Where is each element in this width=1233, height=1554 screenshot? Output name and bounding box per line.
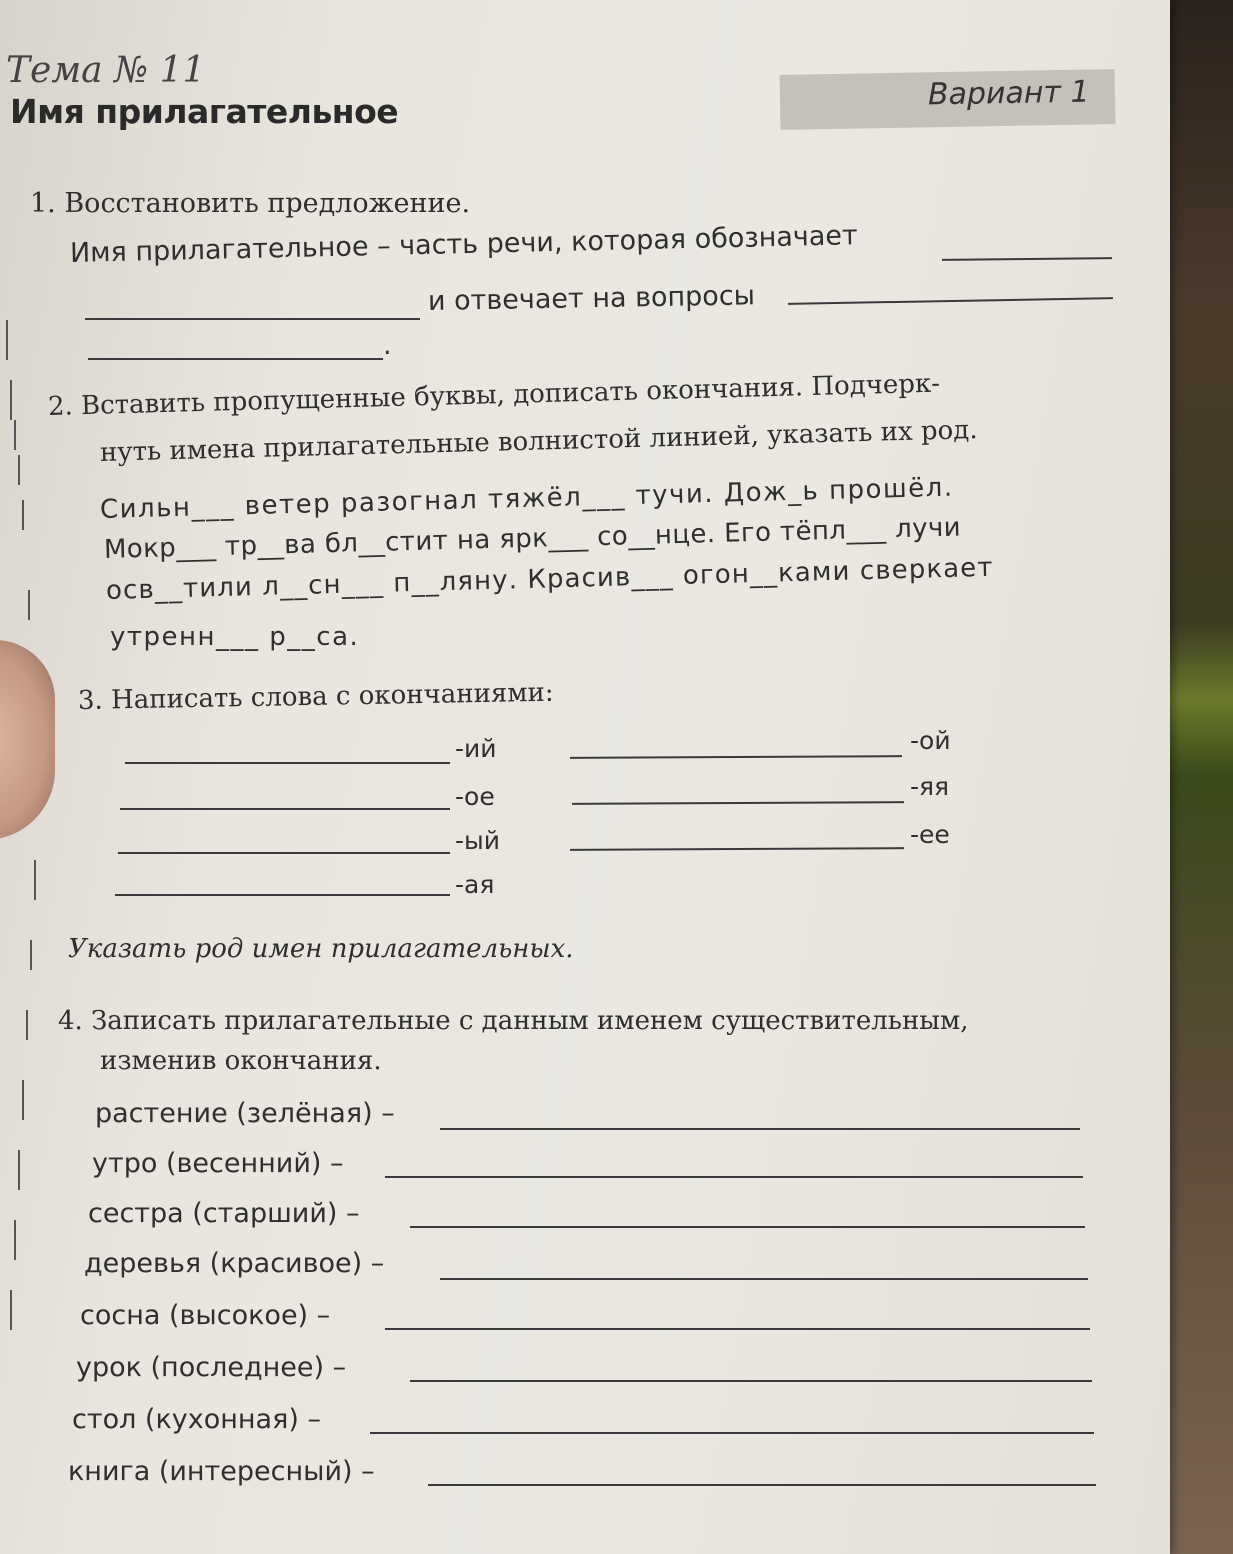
answer-line [125,762,450,764]
ending-label: -ое [455,782,495,811]
task2-heading-line1: 2. Вставить пропущенные буквы, дописать окончания. Подчерк- [47,368,941,422]
task4-item: растение (зелёная) – [95,1098,395,1129]
task1-text-line1: Имя прилагательное – часть речи, которая обозначает [69,220,859,269]
margin-mark [28,590,30,620]
task1-heading: 1. Восстановить предложение. [30,188,471,219]
task2-text-line: Сильн___ ветер разогнал тяжёл___ тучи. Дож_ь прошёл. [99,472,954,525]
answer-line [410,1380,1092,1382]
ending-label: -ая [455,870,495,899]
task2-text-line: утренн___ р__са. [110,622,360,652]
ending-label: -ой [910,726,951,755]
task4-item: деревья (красивое) – [84,1248,385,1279]
task4-item: утро (весенний) – [92,1148,344,1179]
answer-line [570,847,904,851]
margin-mark [18,1150,20,1190]
task4-item: сестра (старший) – [88,1198,360,1229]
task3-heading: 3. Написать слова с окончаниями: [77,677,554,716]
answer-line [440,1128,1080,1130]
answer-line [440,1278,1088,1280]
answer-line [788,297,1113,305]
task4-heading-line2: изменив окончания. [100,1046,382,1076]
topic-title: Имя прилагательное [10,92,399,131]
topic-number: Тема № 11 [6,50,206,91]
answer-line [428,1484,1096,1486]
ending-label: -ее [910,820,950,849]
answer-line [942,257,1112,261]
answer-line [370,1432,1094,1434]
task2-heading-line2: нуть имена прилагательные волнистой линией, указать их род. [99,415,978,468]
answer-line [385,1176,1083,1178]
answer-line [410,1226,1085,1228]
answer-line [385,1328,1090,1330]
margin-mark [14,420,16,450]
answer-line [118,852,450,854]
task4-item: урок (последнее) – [76,1352,347,1383]
answer-line [120,808,450,810]
margin-mark [18,455,20,485]
margin-mark [26,1010,28,1040]
answer-line [88,358,383,360]
ending-label: -яя [910,772,950,801]
task1-period: . [383,330,392,361]
margin-mark [34,860,36,900]
margin-mark [10,1290,12,1330]
task3-note: Указать род имен прилагательных. [68,934,574,964]
variant-label: Вариант 1 [927,74,1090,113]
task2-text-line: осв__тили л__сн___ п__ляну. Красив___ огон__ками сверкает [105,552,994,606]
margin-mark [14,1220,16,1260]
margin-mark [10,380,12,420]
task1-text-line2: и отвечает на вопросы [427,280,756,317]
answer-line [85,318,420,320]
answer-line [572,801,904,805]
ending-label: -ий [455,734,497,763]
task4-heading-line1: 4. Записать прилагательные с данным именем существительным, [58,1006,969,1036]
answer-line [570,755,902,759]
margin-mark [22,1080,24,1120]
task4-item: стол (кухонная) – [72,1404,321,1435]
margin-mark [6,320,8,360]
ending-label: -ый [455,826,501,855]
answer-line [115,894,450,896]
task2-text-line: Мокр___ тр__ва бл__стит на ярк___ со__нце. Его тёпл___ лучи [103,512,962,565]
task4-item: книга (интересный) – [68,1456,375,1487]
task4-item: сосна (высокое) – [80,1300,331,1331]
margin-mark [30,940,32,970]
margin-mark [22,500,24,530]
